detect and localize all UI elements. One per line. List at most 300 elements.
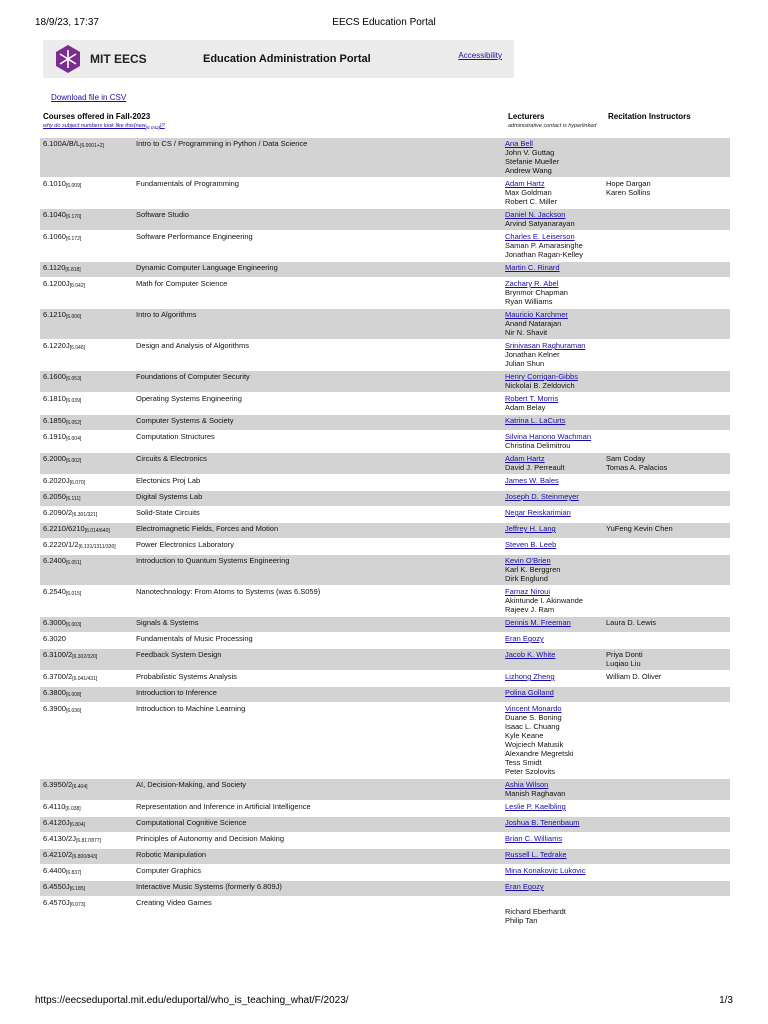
- course-row: [40, 491, 730, 506]
- admin-contact-link[interactable]: Brian C. Williams: [505, 834, 563, 843]
- lecturer-name: Christina Delimitrou: [505, 441, 571, 450]
- course-number-new: 6.1200J: [43, 279, 70, 288]
- admin-contact-note: administrative contact is hyperlinked: [508, 123, 597, 129]
- course-number-new: 6.4570J: [43, 898, 70, 907]
- lecturer-name: Alexandre Megretski: [505, 749, 574, 758]
- lecturer-name: Adam Belay: [505, 403, 546, 412]
- course-number-old: [6.014/640]: [84, 528, 110, 534]
- course-number-old: [6.002]: [65, 458, 82, 464]
- admin-contact-link[interactable]: Adam Hartz: [505, 454, 545, 463]
- lecturer-name: Ryan Williams: [505, 297, 553, 306]
- course-number: [40, 556, 136, 583]
- lecturer-name: [505, 898, 606, 907]
- recitation-cell: [606, 416, 726, 428]
- course-number-old: [6.800/843]: [72, 854, 98, 860]
- course-row: [40, 262, 730, 277]
- recitation-cell: [606, 898, 726, 925]
- course-number: [40, 341, 136, 368]
- lecturer-name: Arvind Satyanarayan: [505, 219, 575, 228]
- admin-contact-link[interactable]: Dennis M. Freeman: [505, 618, 571, 627]
- recitation-cell: [606, 634, 726, 646]
- course-number-new: 6.3800: [43, 688, 66, 697]
- course-row: [40, 865, 730, 880]
- course-number: [40, 372, 136, 390]
- recitation-cell: [606, 524, 726, 536]
- lecturer-name: Julian Shun: [505, 359, 545, 368]
- course-number-old: [6.051]: [65, 560, 82, 566]
- course-number: [40, 263, 136, 275]
- course-row: [40, 415, 730, 430]
- lecturers-cell: [505, 672, 606, 684]
- admin-contact-link[interactable]: Silvina Hanono Wachman: [505, 432, 592, 441]
- course-number-old: [6.041/431]: [72, 676, 98, 682]
- admin-contact-link[interactable]: Russell L. Tedrake: [505, 850, 567, 859]
- course-number: [40, 866, 136, 878]
- admin-contact-link[interactable]: Vincent Monardo: [505, 704, 562, 713]
- recitation-cell: [606, 179, 726, 206]
- course-title: Solid-State Circuits: [136, 508, 200, 517]
- admin-contact-link[interactable]: Mauricio Karchmer: [505, 310, 568, 319]
- course-number-new: 6.1600: [43, 372, 66, 381]
- course-number: [40, 232, 136, 259]
- recitation-cell: [606, 780, 726, 798]
- course-number: [40, 432, 136, 450]
- course-title: Nanotechnology: From Atoms to Systems (was 6.S059): [136, 587, 321, 596]
- course-number: [40, 834, 136, 846]
- lecturer-name: Nir N. Shavit: [505, 328, 548, 337]
- course-number-new: 6.2000: [43, 454, 66, 463]
- lecturers-cell: [505, 210, 606, 228]
- lecturers-cell: [505, 882, 606, 894]
- course-title: Operating Systems Engineering: [136, 394, 242, 403]
- lecturer-name: Rajeev J. Ram: [505, 605, 555, 614]
- lecturers-cell: [505, 524, 606, 536]
- course-number: [40, 139, 136, 175]
- course-row: [40, 431, 730, 452]
- course-number-old: [6.042]: [69, 283, 85, 289]
- course-title: Digital Systems Lab: [136, 492, 203, 501]
- lecturer-name: Andrew Wang: [505, 166, 552, 175]
- admin-contact-link[interactable]: Kevin O'Brien: [505, 556, 551, 565]
- course-number-new: 6.1010: [43, 179, 66, 188]
- course-row: [40, 178, 730, 208]
- recitation-cell: [606, 850, 726, 862]
- course-number-old: [6.301/321]: [72, 512, 98, 518]
- course-row: [40, 309, 730, 339]
- course-row: [40, 523, 730, 538]
- admin-contact-link[interactable]: Mina Konakovic Lukovic: [505, 866, 586, 875]
- lecturer-name: David J. Perreault: [505, 463, 565, 472]
- recitation-cell: [606, 341, 726, 368]
- lecturers-cell: [505, 394, 606, 412]
- lecturers-cell: [505, 279, 606, 306]
- course-number-new: 6.2220/1/2: [43, 540, 79, 549]
- lecturer-name: Richard Eberhardt: [505, 907, 566, 916]
- course-number-old: [6.015]: [65, 591, 82, 597]
- course-number-old: [6.052]: [65, 420, 82, 426]
- course-title: Computational Cognitive Science: [136, 818, 247, 827]
- lecturers-cell: [505, 688, 606, 700]
- course-number: [40, 898, 136, 925]
- lecturer-name: Saman P. Amarasinghe: [505, 241, 583, 250]
- course-row: [40, 833, 730, 848]
- course-row: [40, 649, 730, 670]
- recitation-cell: [606, 492, 726, 504]
- course-number-new: 6.2020J: [43, 476, 70, 485]
- lecturer-name: Jonathan Kelner: [505, 350, 560, 359]
- recitation-cell: [606, 618, 726, 630]
- lecturer-name: Duane S. Boning: [505, 713, 562, 722]
- print-header: [35, 17, 733, 31]
- course-title: Introduction to Inference: [136, 688, 217, 697]
- course-number-old: [6.009]: [65, 183, 82, 189]
- admin-contact-link[interactable]: Martin C. Rinard: [505, 263, 560, 272]
- subject-numbers-help-link[interactable]: why do subject numbers look like this(new$_{[6.042]}$)?: [43, 123, 165, 131]
- course-title: Math for Computer Science: [136, 279, 228, 288]
- recitation-cell: [606, 432, 726, 450]
- course-row: [40, 671, 730, 686]
- admin-contact-link[interactable]: Farnaz Niroui: [505, 587, 551, 596]
- recitation-instructor: YuFeng Kevin Chen: [606, 524, 673, 533]
- lecturer-name: Jonathan Ragan-Kelley: [505, 250, 583, 259]
- lecturer-name: Manish Raghavan: [505, 789, 566, 798]
- course-number: [40, 476, 136, 488]
- course-row: [40, 586, 730, 616]
- lecturers-cell: [505, 263, 606, 275]
- admin-contact-link[interactable]: Joshua B. Tenenbaum: [505, 818, 580, 827]
- course-number-new: 6.4550J: [43, 882, 70, 891]
- lecturers-cell: [505, 232, 606, 259]
- recitation-cell: [606, 704, 726, 776]
- recitation-cell: [606, 394, 726, 412]
- course-number: [40, 210, 136, 228]
- course-number-old: [6.837]: [65, 870, 82, 876]
- course-number-new: 6.1910: [43, 432, 66, 441]
- lecturers-cell: [505, 634, 606, 646]
- admin-contact-link[interactable]: Joseph D. Steinmeyer: [505, 492, 579, 501]
- course-row: [40, 340, 730, 370]
- course-row: [40, 539, 730, 554]
- recitation-cell: [606, 476, 726, 488]
- lecturer-name: Stefanie Mueller: [505, 157, 560, 166]
- course-number-old: [6.038]: [65, 806, 81, 812]
- course-number: [40, 492, 136, 504]
- lecturers-cell: [505, 139, 606, 175]
- recitation-cell: [606, 650, 726, 668]
- course-title: Fundamentals of Programming: [136, 179, 239, 188]
- recitation-cell: [606, 372, 726, 390]
- course-number-new: 6.1850: [43, 416, 66, 425]
- lecturer-name: Akintunde I. Akinwande: [505, 596, 583, 605]
- course-title: Software Studio: [136, 210, 189, 219]
- course-number: [40, 882, 136, 894]
- recitation-cell: [606, 818, 726, 830]
- course-title: Intro to CS / Programming in Python / Data Science: [136, 139, 308, 148]
- lecturers-cell: [505, 704, 606, 776]
- course-title: Computer Systems & Society: [136, 416, 234, 425]
- course-title: Interactive Music Systems (formerly 6.809J): [136, 882, 282, 891]
- recitation-cell: [606, 310, 726, 337]
- recitation-cell: [606, 672, 726, 684]
- lecturers-cell: [505, 476, 606, 488]
- recitation-instructor: Laura D. Lewis: [606, 618, 657, 627]
- admin-contact-link[interactable]: Charles E. Leiserson: [505, 232, 575, 241]
- course-title: Computation Structures: [136, 432, 215, 441]
- course-number-old: [6.185]: [69, 886, 85, 892]
- recitation-cell: [606, 508, 726, 520]
- course-number: [40, 454, 136, 472]
- recitation-cell: [606, 866, 726, 878]
- course-row: [40, 817, 730, 832]
- course-row: [40, 687, 730, 702]
- admin-contact-link[interactable]: Adam Hartz: [505, 179, 545, 188]
- course-number-old: [6.073]: [69, 902, 85, 908]
- print-footer: [35, 995, 733, 1009]
- course-row: [40, 371, 730, 392]
- lecturer-name: Max Goldman: [505, 188, 552, 197]
- course-number-new: 6.1220J: [43, 341, 70, 350]
- course-title: Software Performance Engineering: [136, 232, 253, 241]
- course-number: [40, 179, 136, 206]
- admin-contact-link[interactable]: Polina Golland: [505, 688, 554, 697]
- lecturers-cell: [505, 454, 606, 472]
- recitation-instructor: Priya Donti: [606, 650, 643, 659]
- admin-contact-link[interactable]: Jacob K. White: [505, 650, 556, 659]
- course-number-new: 6.1040: [43, 210, 66, 219]
- course-number: [40, 802, 136, 814]
- recitation-cell: [606, 802, 726, 814]
- course-number-new: 6.3000: [43, 618, 66, 627]
- course-title: Computer Graphics: [136, 866, 202, 875]
- portal-banner: [43, 40, 514, 78]
- admin-contact-link[interactable]: Robert T. Morris: [505, 394, 559, 403]
- recitation-instructor: Hope Dargan: [606, 179, 651, 188]
- course-row: [40, 617, 730, 632]
- course-number-old: [6.804]: [69, 822, 85, 828]
- course-number-old: [6.111]: [65, 496, 81, 502]
- table-header: [40, 112, 730, 136]
- course-number-new: 6.1060: [43, 232, 66, 241]
- portal-title: Education Administration Portal: [203, 53, 371, 65]
- lecturers-cell: [505, 866, 606, 878]
- course-number: [40, 850, 136, 862]
- admin-contact-link[interactable]: Lizhong Zheng: [505, 672, 555, 681]
- admin-contact-link[interactable]: Ashia Wilson: [505, 780, 549, 789]
- recitation-cell: [606, 454, 726, 472]
- course-number-new: 6.3900: [43, 704, 66, 713]
- lecturers-cell: [505, 587, 606, 614]
- lecturers-cell: [505, 540, 606, 552]
- course-title: Introduction to Quantum Systems Engineering: [136, 556, 290, 565]
- course-row: [40, 507, 730, 522]
- course-number-new: 6.3100/2: [43, 650, 73, 659]
- lecturers-cell: [505, 818, 606, 830]
- lecturer-name: Kyle Keane: [505, 731, 544, 740]
- lecturer-name: Isaac L. Chuang: [505, 722, 560, 731]
- courses-header: Courses offered in Fall-2023: [43, 112, 151, 121]
- lecturers-cell: [505, 650, 606, 668]
- course-number-old: [6.036]: [65, 708, 82, 714]
- course-number-old: [6.302/320]: [72, 654, 98, 660]
- course-number-new: 6.1810: [43, 394, 66, 403]
- recitation-instructor: Tomas A. Palacios: [606, 463, 668, 472]
- course-number-new: 6.2050: [43, 492, 66, 501]
- lecturer-name: Philip Tan: [505, 916, 538, 925]
- lecturer-name: Peter Szolovits: [505, 767, 556, 776]
- course-number: [40, 416, 136, 428]
- course-number: [40, 524, 136, 536]
- course-number-old: [6.008]: [65, 692, 82, 698]
- download-csv-link[interactable]: Download file in CSV: [51, 93, 127, 102]
- course-number: [40, 650, 136, 668]
- course-number: [40, 634, 136, 646]
- lecturer-name: Dirk Englund: [505, 574, 548, 583]
- course-number: [40, 688, 136, 700]
- course-row: [40, 779, 730, 800]
- print-page-number: 1/3: [719, 995, 733, 1006]
- course-number: [40, 704, 136, 776]
- course-title: Intro to Algorithms: [136, 310, 197, 319]
- course-number: [40, 780, 136, 798]
- admin-contact-link[interactable]: Eran Egozy: [505, 634, 544, 643]
- course-title: Foundations of Computer Security: [136, 372, 250, 381]
- admin-contact-link[interactable]: Henry Corrigan-Gibbs: [505, 372, 578, 381]
- course-title: Fundamentals of Music Processing: [136, 634, 253, 643]
- course-table: [40, 138, 730, 928]
- course-row: [40, 475, 730, 490]
- admin-contact-link[interactable]: Eran Egozy: [505, 882, 544, 891]
- admin-contact-link[interactable]: Ana Bell: [505, 139, 533, 148]
- course-number: [40, 394, 136, 412]
- mit-eecs-logo-icon: [53, 44, 83, 74]
- course-row: [40, 209, 730, 230]
- course-title: Probabilistic Systems Analysis: [136, 672, 237, 681]
- course-row: [40, 393, 730, 414]
- lecturer-name: Tess Smidt: [505, 758, 542, 767]
- course-row: [40, 849, 730, 864]
- recitation-instructor: William D. Oliver: [606, 672, 662, 681]
- lecturers-cell: [505, 416, 606, 428]
- course-number-new: 6.4120J: [43, 818, 70, 827]
- course-number-old: [6.170]: [65, 214, 82, 220]
- course-number-new: 6.3950/2: [43, 780, 73, 789]
- lecturers-cell: [505, 432, 606, 450]
- course-row: [40, 555, 730, 585]
- course-number: [40, 672, 136, 684]
- lecturers-cell: [505, 508, 606, 520]
- admin-contact-link[interactable]: James W. Bales: [505, 476, 559, 485]
- lecturer-name: Anand Natarajan: [505, 319, 562, 328]
- lecturer-name: Nickolai B. Zeldovich: [505, 381, 575, 390]
- course-number-new: 6.100A/B/L: [43, 139, 81, 148]
- admin-contact-link[interactable]: Jeffrey H. Lang: [505, 524, 556, 533]
- recitation-instructor: Luqiao Liu: [606, 659, 641, 668]
- recitation-instructor: Karen Sollins: [606, 188, 651, 197]
- admin-contact-link[interactable]: Negar Reiskarimian: [505, 508, 571, 517]
- course-number-old: [6.817/877]: [75, 838, 101, 844]
- course-number-new: 6.4130/2J: [43, 834, 76, 843]
- course-number-new: 6.2210/6210: [43, 524, 85, 533]
- print-datetime: 18/9/23, 17:37: [35, 17, 99, 28]
- lecturers-header: Lecturers: [508, 112, 545, 121]
- course-title: Creating Video Games: [136, 898, 212, 907]
- print-url: https://eecseduportal.mit.edu/eduportal/who_is_teaching_what/F/2023/: [35, 995, 349, 1006]
- recitation-cell: [606, 556, 726, 583]
- course-title: Circuits & Electronics: [136, 454, 207, 463]
- course-number-new: 6.4400: [43, 866, 66, 875]
- recitation-cell: [606, 263, 726, 275]
- admin-contact-link[interactable]: Leslie P. Kaelbling: [505, 802, 566, 811]
- lecturers-cell: [505, 802, 606, 814]
- course-number-new: 6.3700/2: [43, 672, 73, 681]
- recitation-cell: [606, 139, 726, 175]
- course-number: [40, 540, 136, 552]
- recitation-cell: [606, 540, 726, 552]
- course-title: AI, Decision-Making, and Society: [136, 780, 247, 789]
- course-title: Introduction to Machine Learning: [136, 704, 246, 713]
- course-number-new: 6.2400: [43, 556, 66, 565]
- lecturers-cell: [505, 898, 606, 925]
- course-row: [40, 801, 730, 816]
- course-title: Signals & Systems: [136, 618, 199, 627]
- course-number-new: 6.2090/2: [43, 508, 73, 517]
- course-row: [40, 897, 730, 927]
- accessibility-link[interactable]: Accessibility: [458, 51, 502, 60]
- course-number-old: [6.818]: [65, 267, 81, 273]
- course-number-new: 6.4210/2: [43, 850, 73, 859]
- course-row: [40, 138, 730, 177]
- course-title: Electonics Proj Lab: [136, 476, 201, 485]
- admin-contact-link[interactable]: Daniel N. Jackson: [505, 210, 566, 219]
- course-number: [40, 618, 136, 630]
- lecturers-cell: [505, 556, 606, 583]
- course-number-old: [6.172]: [65, 236, 82, 242]
- recitation-cell: [606, 882, 726, 894]
- course-number-old: [6.004]: [65, 436, 82, 442]
- recitation-cell: [606, 210, 726, 228]
- course-number-new: 6.2540: [43, 587, 66, 596]
- course-row: [40, 703, 730, 778]
- lecturers-cell: [505, 618, 606, 630]
- course-title: Dynamic Computer Language Engineering: [136, 263, 278, 272]
- lecturers-cell: [505, 492, 606, 504]
- course-number-new: 6.3020: [43, 634, 66, 643]
- lecturers-cell: [505, 341, 606, 368]
- course-number-new: 6.1120: [43, 263, 66, 272]
- course-number-old: [6.070]: [69, 480, 85, 486]
- admin-contact-link[interactable]: Katrina L. LaCurts: [505, 416, 566, 425]
- lecturers-cell: [505, 179, 606, 206]
- lecturer-name: John V. Guttag: [505, 148, 555, 157]
- lecturer-name: Karl K. Berggren: [505, 565, 561, 574]
- recitation-cell: [606, 587, 726, 614]
- course-row: [40, 881, 730, 896]
- admin-contact-link[interactable]: Zachary R. Abel: [505, 279, 559, 288]
- course-number-new: 6.1210: [43, 310, 66, 319]
- course-row: [40, 231, 730, 261]
- course-title: Feedback System Design: [136, 650, 222, 659]
- admin-contact-link[interactable]: Srinivasan Raghuraman: [505, 341, 586, 350]
- admin-contact-link[interactable]: Steven B. Leeb: [505, 540, 557, 549]
- lecturers-cell: [505, 780, 606, 798]
- logo-text: MIT EECS: [90, 52, 147, 66]
- course-number-old: [6.006]: [65, 314, 82, 320]
- course-row: [40, 633, 730, 648]
- recitation-header: Recitation Instructors: [608, 112, 691, 121]
- recitation-cell: [606, 688, 726, 700]
- course-number-old: [6.003]: [65, 622, 82, 628]
- recitation-cell: [606, 232, 726, 259]
